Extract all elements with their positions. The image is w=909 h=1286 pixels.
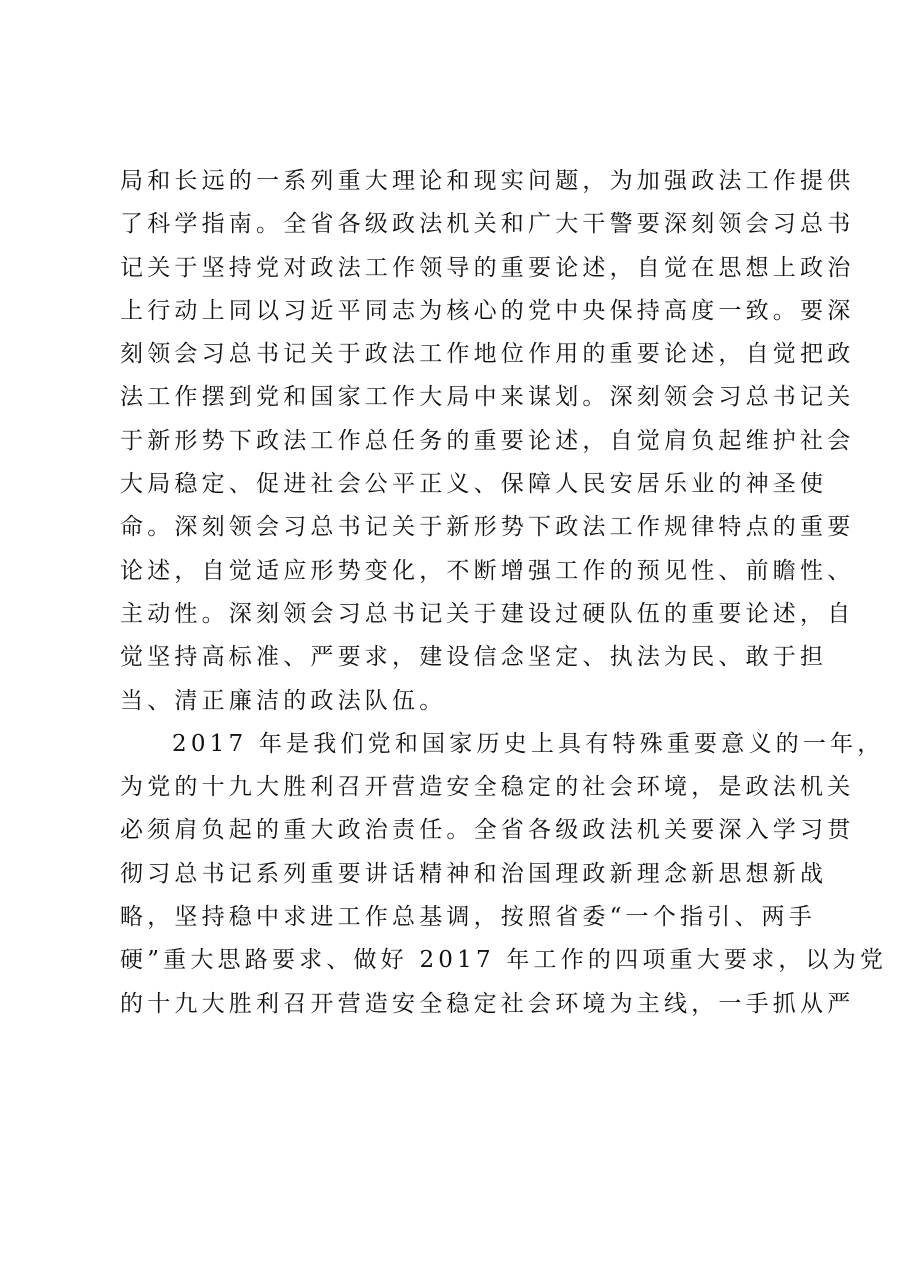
paragraph-2-line: 彻习总书记系列重要讲话精神和治国理政新理念新思想新战	[120, 860, 828, 887]
document-body	[120, 160, 888, 1026]
paragraph-1-line: 命。深刻领会习总书记关于新形势下政法工作规律特点的重要	[120, 514, 855, 541]
paragraph-1-line: 上行动上同以习近平同志为核心的党中央保持高度一致。要深	[120, 297, 855, 324]
paragraph-2-line: 的十九大胜利召开营造安全稳定社会环境为主线，一手抓从严	[120, 990, 855, 1017]
paragraph-1-line: 记关于坚持党对政法工作领导的重要论述，自觉在思想上政治	[120, 254, 855, 281]
paragraph-1-line: 大局稳定、促进社会公平正义、保障人民安居乐业的神圣使	[120, 471, 828, 498]
paragraph-1-line: 论述，自觉适应形势变化，不断增强工作的预见性、前瞻性、	[120, 557, 855, 584]
paragraph-1-line: 刻领会习总书记关于政法工作地位作用的重要论述，自觉把政	[120, 341, 855, 368]
paragraph-1-line: 当、清正廉洁的政法队伍。	[120, 687, 447, 714]
paragraph-2-first-line: 2017 年是我们党和国家历史上具有特殊重要意义的一年，	[172, 730, 885, 757]
paragraph-2-line: 为党的十九大胜利召开营造安全稳定的社会环境，是政法机关	[120, 774, 855, 801]
paragraph-2-line: 略，坚持稳中求进工作总基调，按照省委“一个指引、两手	[120, 904, 816, 931]
paragraph-1-line: 了科学指南。全省各级政法机关和广大干警要深刻领会习总书	[120, 211, 855, 238]
paragraph-1-line: 于新形势下政法工作总任务的重要论述，自觉肩负起维护社会	[120, 427, 855, 454]
paragraph-2-line: 必须肩负起的重大政治责任。全省各级政法机关要深入学习贯	[120, 817, 855, 844]
paragraph-1-line: 法工作摆到党和国家工作大局中来谋划。深刻领会习总书记关	[120, 384, 855, 411]
paragraph-2-line: 硬”重大思路要求、做好 2017 年工作的四项重大要求，以为党	[120, 947, 888, 974]
paragraph-1-line: 局和长远的一系列重大理论和现实问题，为加强政法工作提供	[120, 168, 855, 194]
paragraph-1-line: 觉坚持高标准、严要求，建设信念坚定、执法为民、敢于担	[120, 644, 828, 671]
paragraph-1-line: 主动性。深刻领会习总书记关于建设过硬队伍的重要论述，自	[120, 600, 855, 627]
